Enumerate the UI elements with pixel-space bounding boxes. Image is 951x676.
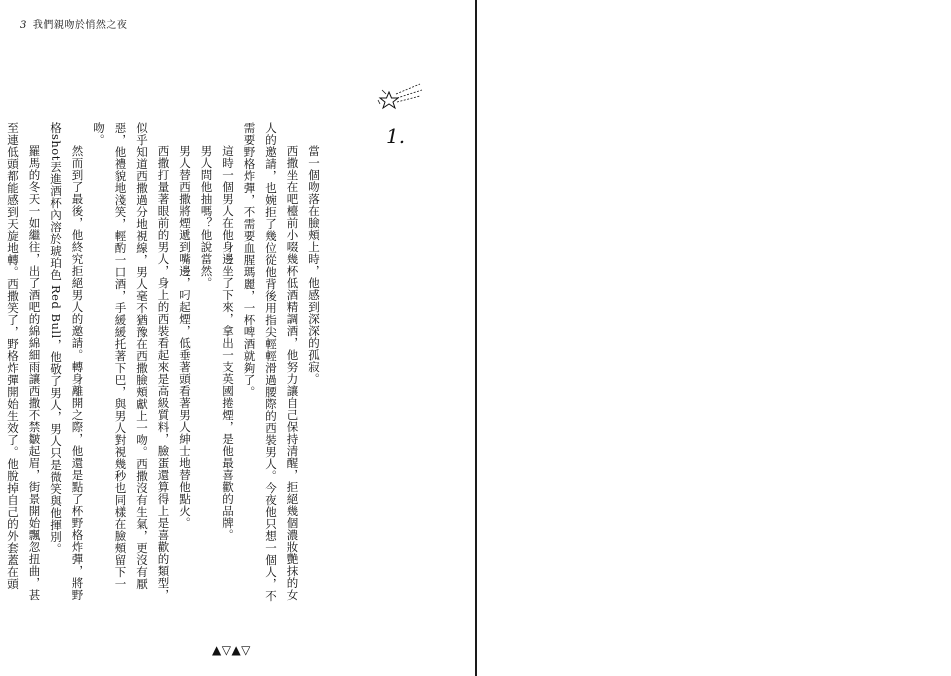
paragraph: 西撒打量著眼前的男人，身上的西裝看起來是高級質料，臉蛋還算得上是喜歡的類型，似乎知道西撒過分地視線，男人毫不猶豫在西撒臉頰獻上一吻。西撒沒有生氣，更沒有厭惡，他禮貌地淺笑，輕酌一口酒，手緩緩托著下巴，與男人對視幾秒也同樣在臉頰留下一吻。 — [92, 122, 171, 601]
shooting-star-icon — [376, 80, 436, 155]
right-page-blank — [477, 0, 951, 676]
left-page — [0, 0, 475, 676]
paragraph: 然而到了最後，他終究拒絕男人的邀請。轉身離開之際，他還是點了杯野格炸彈，將野格shot丟進酒杯內溶於琥珀色 Red Bull，他敬了男人，男人只是微笑與他揮別。 — [49, 122, 85, 601]
paragraph: 當一個吻落在臉頰上時，他感到深深的孤寂。 — [307, 145, 321, 385]
body-text — [6, 122, 324, 612]
page-ornament: ▲▽▲▽ — [212, 643, 251, 657]
running-header — [20, 16, 127, 31]
page-number: 3 — [20, 20, 27, 31]
paragraph: 西撒坐在吧檯前小啜幾杯低酒精調酒，他努力讓自己保持清醒，拒絕幾個濃妝艷抹的女人的邀請，也婉拒了幾位從他背後用指尖輕輕滑過腰際的西裝男人。今夜他只想一個人，不需要野格炸彈，不需要血腥瑪麗，一杯啤酒就夠了。 — [242, 122, 300, 602]
running-title: 我們親吻於悄然之夜 — [32, 20, 128, 31]
paragraph: 男人問他抽嗎？他說當然。 — [199, 145, 214, 289]
paragraph: 這時一個男人在他身邊坐了下來，拿出一支英國捲煙，是他最喜歡的品牌。 — [221, 145, 235, 541]
chapter-number: 1. — [386, 124, 406, 148]
paragraph: 男人替西撒將煙遞到嘴邊，叼起煙，低垂著頭看著男人紳士地替他點火。 — [178, 145, 192, 529]
paragraph: 羅馬的冬天一如繼往，出了酒吧的綿綿細雨讓西撒不禁皺起眉，街景開始飄忽扭曲，甚至連低頭都能感到天旋地轉。西撒笑了，野格炸彈開始生效了。他脫掉自己的外套蓋在頭 — [6, 122, 42, 601]
